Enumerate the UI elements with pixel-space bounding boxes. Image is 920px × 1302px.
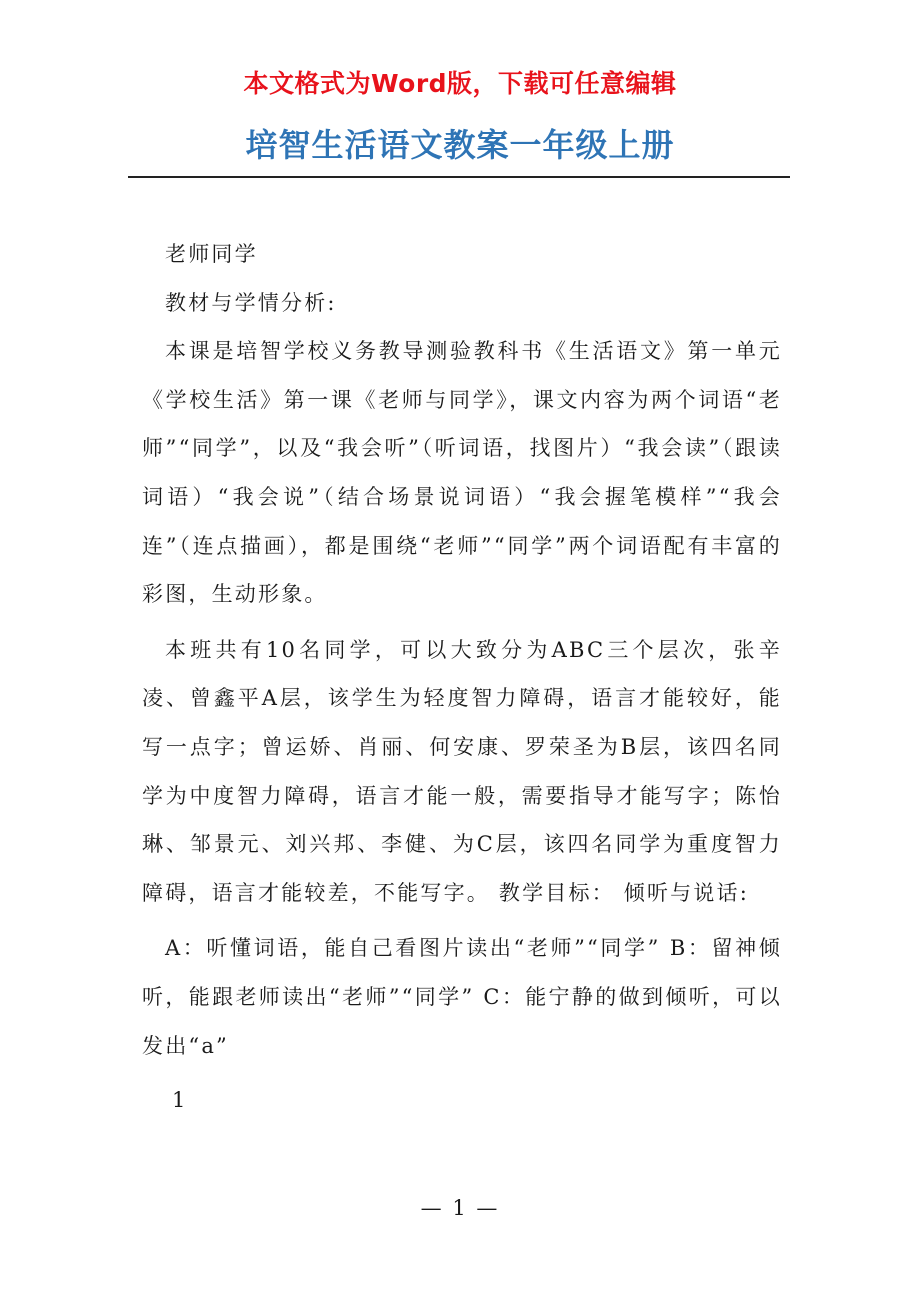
footer-page-number: — 1 — — [420, 1196, 500, 1220]
analysis-heading: 教材与学情分析: — [165, 290, 337, 315]
document-title: 培智生活语文教案一年级上册 — [245, 126, 675, 164]
inline-page-number: 1 — [172, 1088, 188, 1113]
paragraph-goals: A：听懂词语，能自己看图片读出“老师”“同学” B：留神倾听，能跟老师读出“老师”“同学” C：能宁静的做到倾听，可以发出“a” — [142, 936, 782, 1058]
paragraph-class-info: 本班共有10名同学，可以大致分为ABC三个层次，张辛凌、曾鑫平A层，该学生为轻度智力障碍，语言才能较好，能写一点字；曾运娇、肖丽、何安康、罗荣圣为B层，该四名同学为中度智力障碍，语言才能一般，需要指导才能写字；陈怡琳、邹景元、刘兴邦、李健、为C层，该四名同学为重度智力障碍，语言才能较差，不能写字。 教学目标： 倾听与说话: — [142, 637, 782, 905]
document-body — [142, 230, 782, 1125]
title-divider — [128, 176, 790, 178]
section-heading: 老师同学 — [165, 242, 258, 266]
download-banner: 本文格式为Word版，下载可任意编辑 — [243, 69, 677, 98]
paragraph-textbook: 本课是培智学校义务教导测验教科书《生活语文》第一单元《学校生活》第一课《老师与同学》，课文内容为两个词语“老师”“同学”，以及“我会听”（听词语，找图片）“我会读”（跟读词语）“我会说”（结合场景说词语）“我会握笔模样”“我会连”（连点描画），都是围绕“老师”“同学”两个词语配有丰富的彩图，生动形象。 — [142, 339, 782, 607]
